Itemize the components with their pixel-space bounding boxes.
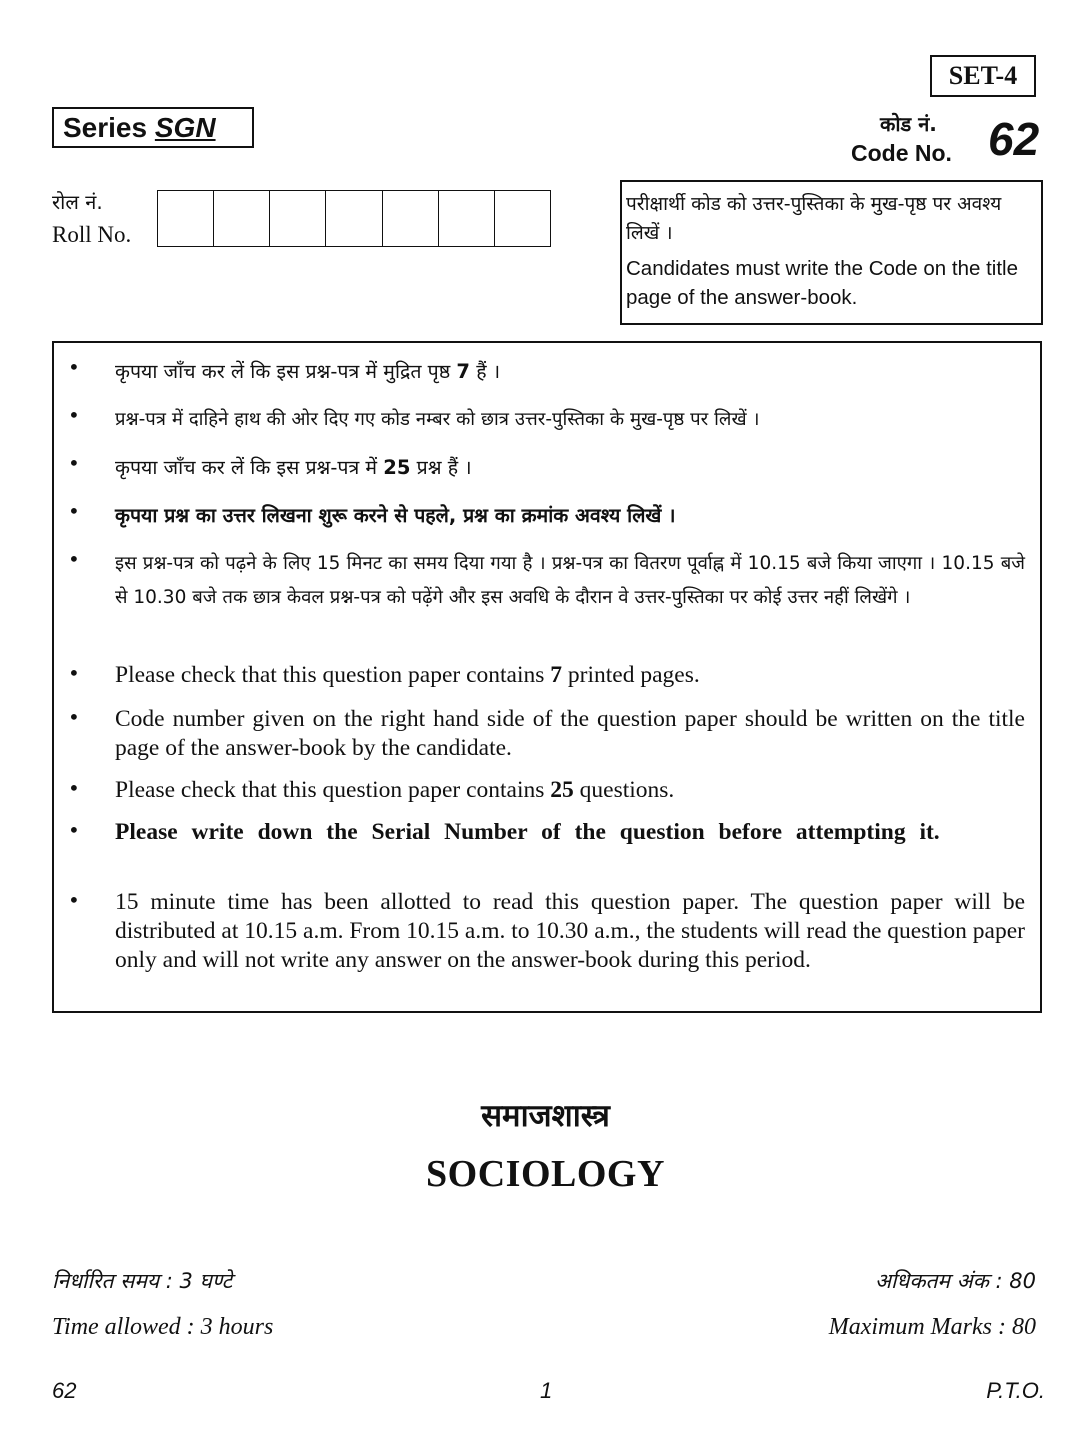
footer-code: 62 bbox=[52, 1378, 77, 1403]
roll-box[interactable] bbox=[495, 191, 550, 246]
roll-box[interactable] bbox=[383, 191, 439, 246]
series-box bbox=[52, 107, 254, 148]
bullet: • bbox=[68, 451, 80, 475]
roll-box[interactable] bbox=[214, 191, 270, 246]
set-label: SET-4 bbox=[930, 55, 1036, 97]
bullet: • bbox=[68, 355, 80, 379]
roll-box[interactable] bbox=[439, 191, 495, 246]
code-label-english: Code No. bbox=[851, 140, 952, 166]
note-english: Candidates must write the Code on the title page of the answer-book. bbox=[626, 257, 1018, 309]
instruction-text: इस प्रश्न-पत्र को पढ़ने के लिए 15 मिनट का समय दिया गया है । प्रश्न-पत्र का वितरण पूर्वाह्न में 10.15 बजे किया जाएगा । 10.15 बजे से 10.30 बजे तक छात्र केवल प्रश्न-पत्र को पढ़ेंगे और इस अवधि के दौरान वे उत्तर-पुस्तिका पर कोई उत्तर नहीं लिखेंगे । bbox=[115, 553, 1025, 608]
bullet: • bbox=[68, 499, 80, 523]
instruction-number: 7 bbox=[456, 360, 470, 383]
instruction-number: 25 bbox=[550, 777, 574, 803]
instruction-number: 25 bbox=[383, 456, 411, 479]
instruction-text: कृपया जाँच कर लें कि इस प्रश्न-पत्र में bbox=[115, 456, 384, 479]
instruction-text: प्रश्न-पत्र में दाहिने हाथ की ओर दिए गए कोड नम्बर को छात्र उत्तर-पुस्तिका के मुख-पृष्ठ पर लिखें । bbox=[115, 409, 760, 430]
candidate-note bbox=[620, 180, 1043, 325]
bullet: • bbox=[68, 776, 80, 800]
bullet: • bbox=[68, 403, 80, 427]
instruction-text: Code number given on the right hand side of the question paper should be written on the title page of the answer-book by the candidate. bbox=[115, 706, 1025, 761]
bullet: • bbox=[68, 705, 80, 729]
instruction-text: Please check that this question paper contains bbox=[115, 662, 551, 688]
note-hindi: परीक्षार्थी कोड को उत्तर-पुस्तिका के मुख-पृष्ठ पर अवश्य लिखें । bbox=[626, 193, 1002, 244]
instructions-box bbox=[52, 341, 1042, 1013]
roll-label-hindi: रोल नं. bbox=[52, 190, 103, 214]
bullet: • bbox=[68, 661, 80, 685]
subject-title-english: SOCIOLOGY bbox=[426, 1153, 665, 1195]
roll-number-boxes[interactable] bbox=[157, 190, 551, 247]
roll-label-english: Roll No. bbox=[52, 222, 132, 247]
roll-box[interactable] bbox=[270, 191, 326, 246]
instruction-text: कृपया प्रश्न का उत्तर लिखना शुरू करने से पहले, प्रश्न का क्रमांक अवश्य लिखें । bbox=[115, 504, 676, 527]
roll-box[interactable] bbox=[158, 191, 214, 246]
code-label-hindi: कोड नं. bbox=[880, 112, 937, 136]
series-code: SGN bbox=[154, 112, 216, 143]
time-allowed-hindi: निर्धारित समय : 3 घण्टे bbox=[52, 1269, 233, 1293]
instruction-text: प्रश्न हैं । bbox=[410, 456, 472, 479]
bullet: • bbox=[68, 818, 80, 842]
max-marks-english: Maximum Marks : 80 bbox=[828, 1314, 1036, 1340]
footer-page-number: 1 bbox=[540, 1378, 553, 1403]
instruction-text: Please check that this question paper contains bbox=[115, 777, 551, 803]
code-number: 62 bbox=[988, 113, 1040, 165]
time-allowed-english: Time allowed : 3 hours bbox=[52, 1314, 274, 1340]
bullet: • bbox=[68, 547, 80, 571]
instruction-text: कृपया जाँच कर लें कि इस प्रश्न-पत्र में मुद्रित पृष्ठ bbox=[115, 360, 457, 383]
bullet: • bbox=[68, 888, 80, 912]
instruction-number: 7 bbox=[550, 662, 563, 688]
max-marks-hindi: अधिकतम अंक : 80 bbox=[874, 1269, 1036, 1293]
subject-title-hindi: समाजशास्त्र bbox=[481, 1098, 610, 1134]
instruction-text: printed pages. bbox=[562, 662, 700, 688]
instruction-text: 15 minute time has been allotted to read this question paper. The question paper will be distributed at 10.15 a.m. From 10.15 a.m. to 10.30 a.m., the students will read the question paper only and will not write any answer on the answer-book during this period. bbox=[115, 889, 1025, 973]
instruction-text: questions. bbox=[573, 777, 675, 803]
footer-pto: P.T.O. bbox=[986, 1378, 1045, 1403]
series-label: Series bbox=[63, 112, 148, 143]
roll-box[interactable] bbox=[326, 191, 382, 246]
instruction-text: Please write down the Serial Number of the question before attempting it. bbox=[115, 819, 940, 845]
instruction-text: हैं । bbox=[470, 360, 501, 383]
